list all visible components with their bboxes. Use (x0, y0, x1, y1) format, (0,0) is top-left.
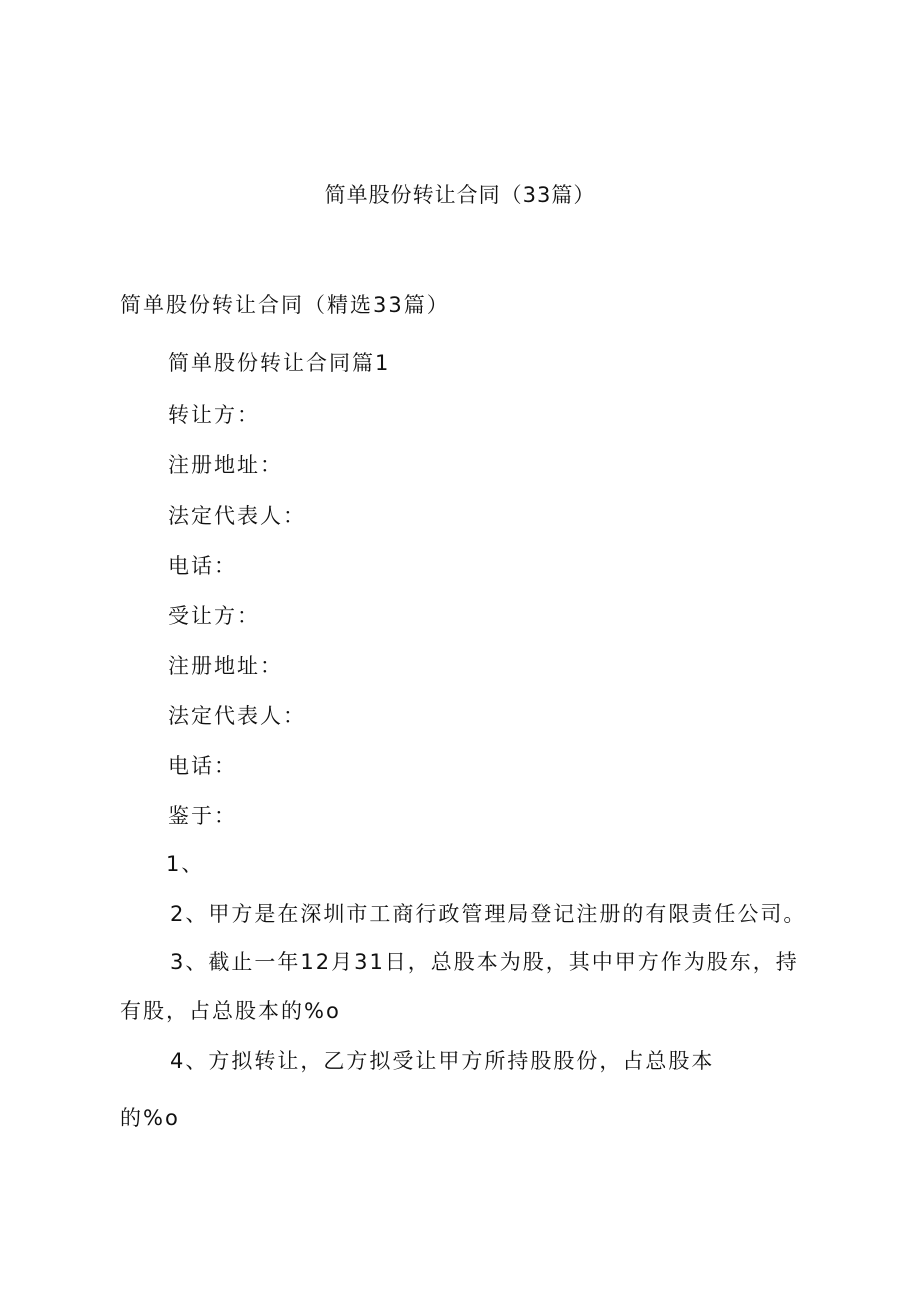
transferee-representative-label: 法定代表人： (168, 704, 306, 728)
whereas-label: 鉴于： (168, 804, 237, 828)
transferor-label: 转让方： (168, 403, 260, 427)
clause-3-line-2: 有股，占总股本的%o (120, 999, 341, 1023)
transferor-address-label: 注册地址： (168, 453, 283, 477)
clause-1: 1、 (166, 852, 205, 876)
clause-3-line-1: 3、截止一年12月31日，总股本为股，其中甲方作为股东，持 (170, 950, 799, 974)
document-title: 简单股份转让合同（33篇） (324, 183, 596, 207)
clause-4-line-1: 4、方拟转让，乙方拟受让甲方所持股股份，占总股本 (170, 1049, 715, 1073)
transferee-label: 受让方： (168, 604, 260, 628)
transferor-phone-label: 电话： (168, 554, 237, 578)
document-subtitle: 简单股份转让合同（精选33篇） (120, 293, 450, 317)
transferee-address-label: 注册地址： (168, 654, 283, 678)
transferor-representative-label: 法定代表人： (168, 504, 306, 528)
section-heading: 简单股份转让合同篇1 (168, 351, 391, 375)
clause-2: 2、甲方是在深圳市工商行政管理局登记注册的有限责任公司。 (170, 902, 807, 926)
transferee-phone-label: 电话： (168, 754, 237, 778)
clause-4-line-2: 的%o (120, 1106, 180, 1130)
